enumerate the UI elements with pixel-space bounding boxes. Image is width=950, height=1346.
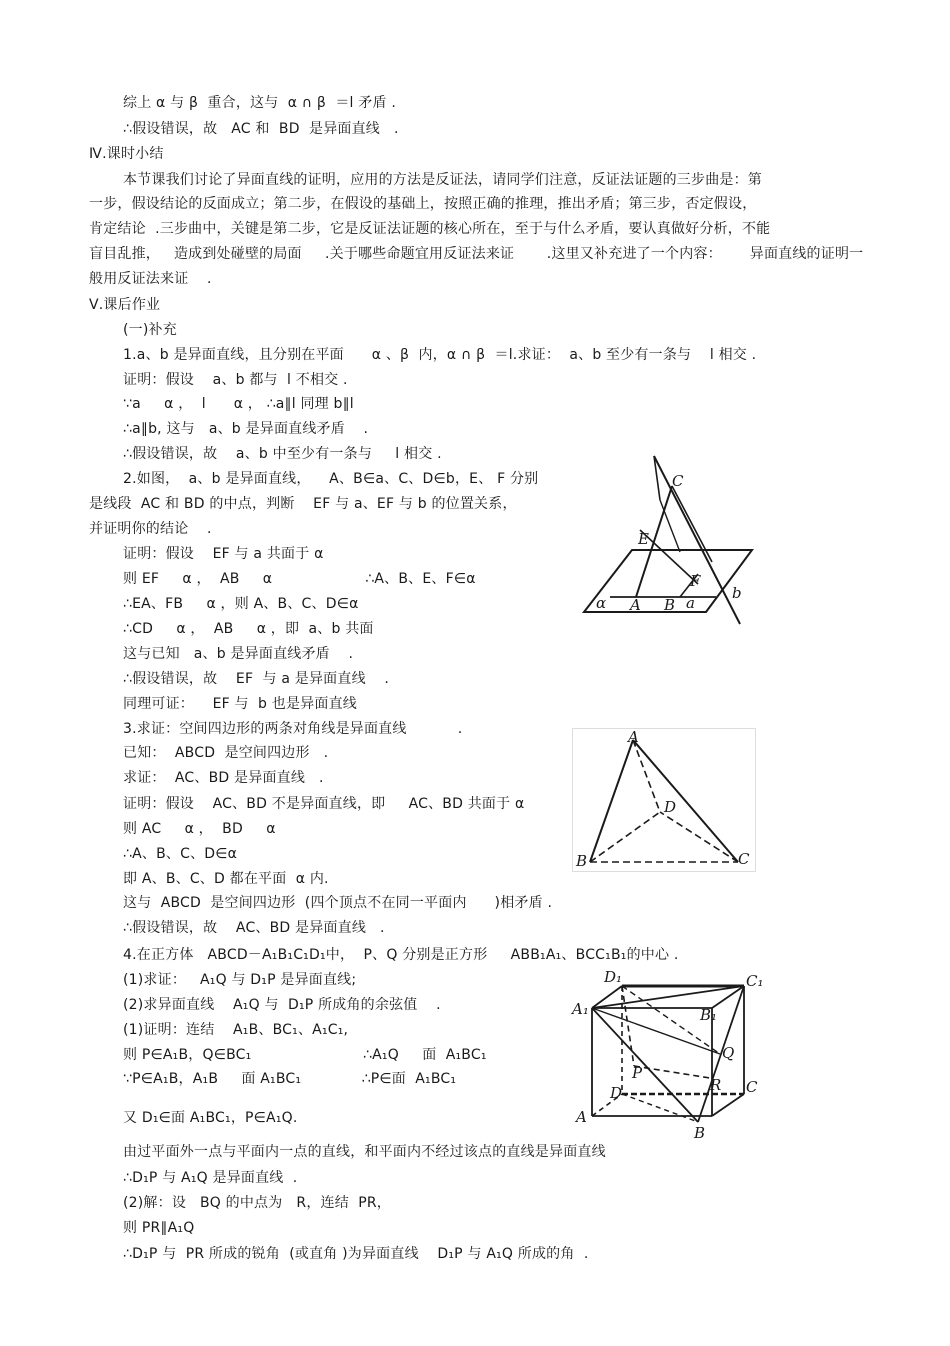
text-line: 则 PR∥A₁Q <box>123 1220 195 1236</box>
text-line: 综上 α 与 β 重合，这与 α ∩ β ＝l 矛盾 . <box>123 95 396 111</box>
text-line: ∵P∈A₁B，A₁B 面 A₁BC₁ ∴P∈面 A₁BC₁ <box>123 1071 457 1087</box>
figure-space-quadrilateral <box>572 728 756 872</box>
text-line: 是线段 AC 和 BD 的中点，判断 EF 与 a、EF 与 b 的位置关系， <box>89 496 517 512</box>
text-line: 则 EF α ， AB α ∴A、B、E、F∈α <box>123 571 476 587</box>
point-label: C₁ <box>746 972 764 990</box>
point-label: A <box>630 596 641 614</box>
text-line: 般用反证法来证 . <box>89 271 212 287</box>
text-line: 同理可证： EF 与 b 也是异面直线 <box>123 696 357 712</box>
text-line: 一步，假设结论的反面成立；第二步，在假设的基础上，按照正确的推理，推出矛盾；第三步，否定假设， <box>89 196 757 212</box>
text-line: ∴假设错误，故 AC 和 BD 是异面直线 . <box>123 121 399 137</box>
text-line: ∴假设错误，故 AC、BD 是异面直线 . <box>123 920 385 936</box>
text-line: ∴D₁P 与 PR 所成的锐角 (或直角 )为异面直线 D₁P 与 A₁Q 所成的角 . <box>123 1246 589 1262</box>
text-line: ∴EA、FB α ，则 A、B、C、D∈α <box>123 596 359 612</box>
text-line: 证明：假设 a、b 都与 l 不相交 . <box>123 372 348 388</box>
text-line: 证明：假设 EF 与 a 共面于 α <box>123 546 324 562</box>
text-line: 4.在正方体 ABCD－A₁B₁C₁D₁中， P、Q 分别是正方形 ABB₁A₁、BCC₁B₁的中心 . <box>123 947 679 963</box>
text-line: (1)求证： A₁Q 与 D₁P 是异面直线; <box>123 972 357 988</box>
text-line: 2.如图， a、b 是异面直线， A、B∈a、C、D∈b，E、 F 分别 <box>123 471 539 487</box>
text-line: 则 AC α ， BD α <box>123 821 276 837</box>
text-line: 这与已知 a、b 是异面直线矛盾 . <box>123 646 354 662</box>
text-line: 盲目乱推， 造成到处碰壁的局面 .关于哪些命题宜用反证法来证 .这里又补充进了一个内容： 异面直线的证明一 <box>89 246 864 262</box>
text-line: 1.a、b 是异面直线，且分别在平面 α 、β 内，α ∩ β ＝l.求证： a、b 至少有一条与 l 相交 . <box>123 347 757 363</box>
line-label: a <box>686 594 695 612</box>
text-line: ∴D₁P 与 A₁Q 是异面直线 . <box>123 1170 298 1186</box>
text-line: 即 A、B、C、D 都在平面 α 内. <box>123 871 329 887</box>
point-label: B₁ <box>700 1006 718 1024</box>
point-label: C <box>672 472 684 490</box>
section-heading: Ⅳ.课时小结 <box>89 146 164 162</box>
text-line: 则 P∈A₁B，Q∈BC₁ ∴A₁Q 面 A₁BC₁ <box>123 1047 487 1063</box>
point-label: D <box>610 1084 623 1102</box>
plane-label: α <box>596 594 607 612</box>
figure-skew-lines-plane <box>580 452 760 628</box>
text-line: 这与 ABCD 是空间四边形 (四个顶点不在同一平面内 )相矛盾 . <box>123 895 553 911</box>
point-label: R <box>710 1076 722 1094</box>
text-line: ∴a∥b, 这与 a、b 是异面直线矛盾 . <box>123 421 369 437</box>
text-line: 由过平面外一点与平面内一点的直线，和平面内不经过该点的直线是异面直线 <box>123 1144 606 1160</box>
text-line: ∴假设错误，故 a、b 中至少有一条与 l 相交 . <box>123 446 442 462</box>
text-line: (1)证明：连结 A₁B、BC₁、A₁C₁, <box>123 1022 349 1038</box>
text-line: (2)求异面直线 A₁Q 与 D₁P 所成角的余弦值 . <box>123 997 441 1013</box>
text-line: ∴CD α ， AB α ，即 a、b 共面 <box>123 621 374 637</box>
point-label: A <box>576 1108 587 1126</box>
text-line: ∴A、B、C、D∈α <box>123 846 238 862</box>
point-label: A₁ <box>572 1000 589 1018</box>
text-line: 证明：假设 AC、BD 不是异面直线，即 AC、BD 共面于 α <box>123 796 525 812</box>
point-label: Q <box>722 1044 735 1062</box>
point-label: B <box>664 596 676 614</box>
text-line: 求证： AC、BD 是异面直线 . <box>123 770 324 786</box>
text-line: 3.求证：空间四边形的两条对角线是异面直线 . <box>123 721 463 737</box>
point-label: E <box>638 530 649 548</box>
figure-cube <box>570 962 766 1144</box>
text-line: 并证明你的结论 . <box>89 521 212 537</box>
section-heading: Ⅴ.课后作业 <box>89 297 161 313</box>
point-label: D <box>664 798 677 816</box>
text-line: (一)补充 <box>123 322 177 338</box>
text-line: 本节课我们讨论了异面直线的证明，应用的方法是反证法，请同学们注意，反证法证题的三步曲是：第 <box>123 172 762 188</box>
point-label: P <box>632 1064 643 1082</box>
point-label: B <box>576 852 588 870</box>
text-line: ∵a α ， l α ， ∴a∥l 同理 b∥l <box>123 396 354 412</box>
point-label: C <box>738 850 750 868</box>
text-line: ∴假设错误，故 EF 与 a 是异面直线 . <box>123 671 390 687</box>
point-label: D₁ <box>604 968 623 986</box>
point-label: B <box>694 1124 706 1142</box>
text-line: 又 D₁∈面 A₁BC₁，P∈A₁Q. <box>123 1110 298 1126</box>
point-label: F <box>690 572 701 590</box>
text-line: 肯定结论 .三步曲中，关键是第二步，它是反证法证题的核心所在，至于与什么矛盾，要认真做好分析，不能 <box>89 221 771 237</box>
point-label: A <box>628 728 639 746</box>
point-label: C <box>746 1078 758 1096</box>
text-line: 已知： ABCD 是空间四边形 . <box>123 745 329 761</box>
line-label: b <box>732 584 742 602</box>
text-line: (2)解：设 BQ 的中点为 R，连结 PR， <box>123 1195 392 1211</box>
